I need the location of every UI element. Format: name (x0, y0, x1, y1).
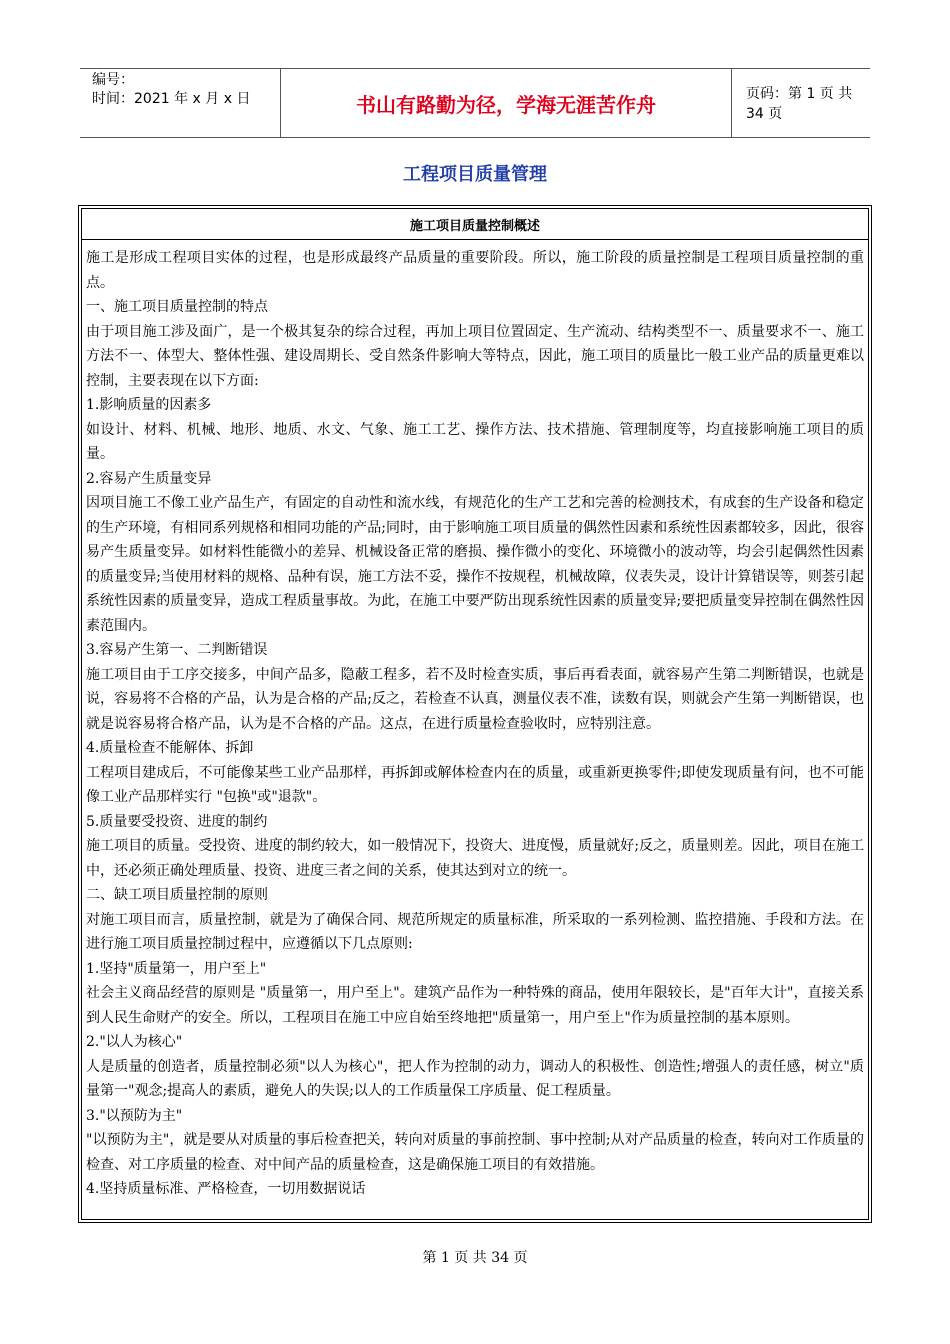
subsection-heading: 5.质量要受投资、进度的制约 (86, 813, 268, 830)
header-motto: 书山有路勤为径，学海无涯苦作舟 (280, 69, 732, 137)
section-heading: 二、缺工项目质量控制的原则 (86, 887, 268, 903)
paragraph: 对施工项目而言，质量控制，就是为了确保合同、规范所规定的质量标准，所采取的一系列检测、监控措施、手段和方法。在进行施工项目质量控制过程中，应遵循以下几点原则: (86, 911, 864, 952)
table-body (82, 240, 868, 1202)
header-page-info: 页码：第 1 页 共 34 页 (746, 86, 853, 122)
subsection-heading: 2.容易产生质量变异 (86, 470, 212, 487)
paragraph: 人是质量的创造者，质量控制必须"以人为核心"，把人作为控制的动力，调动人的积极性、创造性;增强人的责任感，树立"质量第一"观念;提高人的素质，避免人的失误;以人的工作质量保工序质量、促工程质量。 (86, 1058, 864, 1099)
header-meta (80, 69, 280, 137)
section-heading: 一、施工项目质量控制的特点 (86, 299, 268, 315)
document-title: 工程项目质量管理 (403, 164, 547, 185)
paragraph: 施工是形成工程项目实体的过程，也是形成最终产品质量的重要阶段。所以，施工阶段的质量控制是工程项目质量控制的重点。 (86, 250, 864, 291)
paragraph: 施工项目的质量。受投资、进度的制约较大，如一般情况下，投资大、进度慢，质量就好;反之，质量则差。因此，项目在施工中，还必须正确处理质量、投资、进度三者之间的关系，使其达到对立的统一。 (86, 838, 864, 879)
table-heading: 施工项目质量控制概述 (82, 209, 868, 240)
subsection-heading: 2."以人为核心" (86, 1034, 183, 1050)
subsection-heading: 1.坚持"质量第一，用户至上" (86, 960, 267, 977)
subsection-heading: 3."以预防为主" (86, 1107, 183, 1124)
subsection-heading: 3.容易产生第一、二判断错误 (86, 642, 268, 658)
page-footer: 第 1 页 共 34 页 (422, 1250, 528, 1266)
content-table (78, 205, 872, 1223)
paragraph: 工程项目建成后，不可能像某些工业产品那样，再拆卸或解体检查内在的质量，或重新更换零件;即使发现质量有问，也不可能像工业产品那样实行 "包换"或"退款"。 (86, 764, 864, 805)
subsection-heading: 4.坚持质量标准、严格检查，一切用数据说话 (86, 1181, 366, 1197)
paragraph: 因项目施工不像工业产品生产，有固定的自动性和流水线，有规范化的生产工艺和完善的检测技术，有成套的生产设备和稳定的生产环境，有相同系列规格和相同功能的产品;同时，由于影响施工项目质量的偶然性因素和系统性因素都较多，因此，很容易产生质量变异。如材料性能微小的差异、机械设备正常的磨损、操作微小的变化、环境微小的波动等，均会引起偶然性因素的质量变异;当使用材料的规格、品种有误，施工方法不妥，操作不按规程，机械故障，仪表失灵，设计计算错误等，则荟引起系统性因素的质量变异，造成工程质量事故。为此，在施工中要严防出现系统性因素的质量变异;要把质量变异控制在偶然性因素范围内。 (86, 495, 864, 634)
paragraph: 如设计、材料、机械、地形、地质、水文、气象、施工工艺、操作方法、技术措施、管理制度等，均直接影响施工项目的质量。 (86, 421, 864, 462)
number-label: 编号： (92, 72, 134, 88)
time-label: 时间：2021 年 x 月 x 日 (92, 91, 251, 107)
subsection-heading: 1.影响质量的因素多 (86, 397, 212, 413)
paragraph: "以预防为主"，就是要从对质量的事后检查把关，转向对质量的事前控制、事中控制;从对产品质量的检查，转向对工作质量的检查、对工序质量的检查、对中间产品的质量检查，这是确保施工项目的有效措施。 (86, 1132, 864, 1173)
subsection-heading: 4.质量检查不能解体、拆卸 (86, 740, 254, 756)
paragraph: 社会主义商品经营的原则是 "质量第一，用户至上"。建筑产品作为一种特殊的商品，使用年限较长，是"百年大计"，直接关系到人民生命财产的安全。所以，工程项目在施工中应自始至终地把"质量第一，用户至上"作为质量控制的基本原则。 (86, 985, 864, 1026)
paragraph: 由于项目施工涉及面广，是一个极其复杂的综合过程，再加上项目位置固定、生产流动、结构类型不一、质量要求不一、施工方法不一、体型大、整体性强、建设周期长、受自然条件影响大等特点，因此，施工项目的质量比一般工业产品的质量更难以控制，主要表现在以下方面: (86, 323, 864, 389)
paragraph: 施工项目由于工序交接多，中间产品多，隐蔽工程多，若不及时检查实质，事后再看表面，就容易产生第二判断错误，也就是说，容易将不合格的产品，认为是合格的产品;反之，若检查不认真，测量仪表不准，读数有误，则就会产生第一判断错误，也就是说容易将合格产品，认为是不合格的产品。这点，在进行质量检查验收时，应特别注意。 (86, 666, 864, 732)
page-header (80, 68, 870, 138)
